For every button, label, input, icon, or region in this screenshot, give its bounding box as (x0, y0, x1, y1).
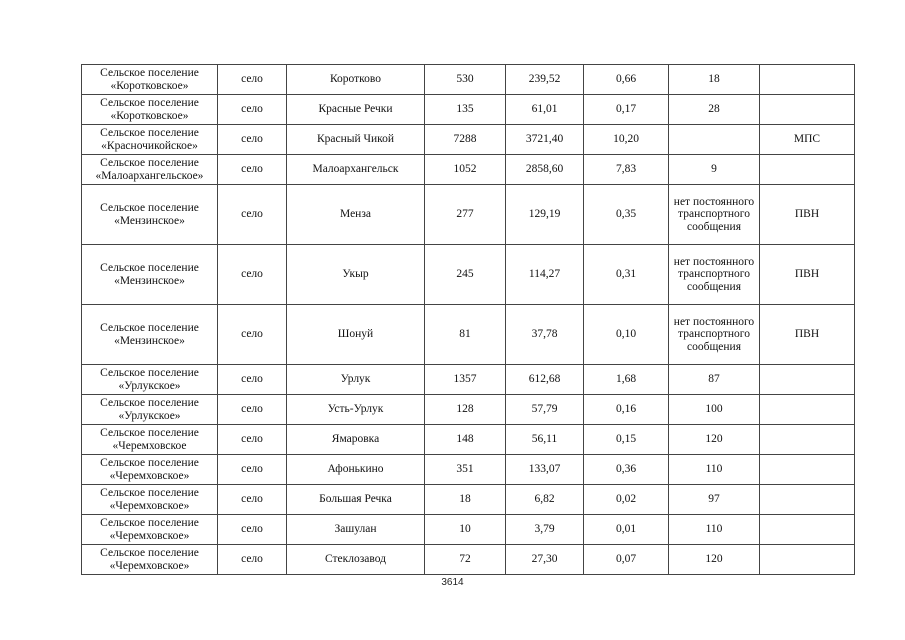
table-row (82, 245, 855, 305)
transport-cell (760, 65, 855, 95)
table-row (82, 545, 855, 575)
type-cell: село (218, 395, 287, 425)
type-cell: село (218, 155, 287, 185)
settlement-cell: Сельское поселение «Черемховское» (82, 545, 218, 575)
value-cell: 133,07 (506, 455, 584, 485)
type-cell: село (218, 455, 287, 485)
population-cell: 351 (425, 455, 506, 485)
share-cell: 10,20 (584, 125, 669, 155)
transport-cell: ПВН (760, 185, 855, 245)
settlement-cell: Сельское поселение «Черемховское» (82, 485, 218, 515)
type-cell: село (218, 65, 287, 95)
table-row (82, 515, 855, 545)
share-cell: 0,10 (584, 305, 669, 365)
population-cell: 245 (425, 245, 506, 305)
settlement-cell: Сельское поселение «Малоархангельское» (82, 155, 218, 185)
population-cell: 135 (425, 95, 506, 125)
population-cell: 81 (425, 305, 506, 365)
table-row (82, 155, 855, 185)
population-cell: 18 (425, 485, 506, 515)
transport-cell (760, 545, 855, 575)
transport-cell (760, 485, 855, 515)
population-cell: 72 (425, 545, 506, 575)
settlement-cell: Сельское поселение «Черемховское (82, 425, 218, 455)
distance-cell (669, 125, 760, 155)
type-cell: село (218, 365, 287, 395)
settlement-cell: Сельское поселение «Урлукское» (82, 395, 218, 425)
distance-cell: 18 (669, 65, 760, 95)
transport-cell (760, 155, 855, 185)
value-cell: 239,52 (506, 65, 584, 95)
value-cell: 612,68 (506, 365, 584, 395)
settlement-cell: Сельское поселение «Коротковское» (82, 95, 218, 125)
table-row (82, 485, 855, 515)
settlements-table (81, 64, 855, 575)
distance-cell: 120 (669, 545, 760, 575)
distance-cell: нет постоянного транспортного сообщения (669, 305, 760, 365)
distance-cell: 110 (669, 455, 760, 485)
population-cell: 1357 (425, 365, 506, 395)
share-cell: 1,68 (584, 365, 669, 395)
table-row (82, 65, 855, 95)
type-cell: село (218, 545, 287, 575)
population-cell: 10 (425, 515, 506, 545)
population-cell: 148 (425, 425, 506, 455)
transport-cell (760, 425, 855, 455)
value-cell: 37,78 (506, 305, 584, 365)
settlement-cell: Сельское поселение «Черемховское» (82, 455, 218, 485)
transport-cell (760, 365, 855, 395)
share-cell: 0,66 (584, 65, 669, 95)
name-cell: Коротково (287, 65, 425, 95)
type-cell: село (218, 485, 287, 515)
value-cell: 27,30 (506, 545, 584, 575)
share-cell: 7,83 (584, 155, 669, 185)
population-cell: 128 (425, 395, 506, 425)
type-cell: село (218, 305, 287, 365)
population-cell: 1052 (425, 155, 506, 185)
name-cell: Большая Речка (287, 485, 425, 515)
value-cell: 3,79 (506, 515, 584, 545)
name-cell: Зашулан (287, 515, 425, 545)
distance-cell: 28 (669, 95, 760, 125)
table-row (82, 455, 855, 485)
transport-cell: МПС (760, 125, 855, 155)
value-cell: 56,11 (506, 425, 584, 455)
name-cell: Стеклозавод (287, 545, 425, 575)
share-cell: 0,01 (584, 515, 669, 545)
table-row (82, 365, 855, 395)
name-cell: Афонькино (287, 455, 425, 485)
distance-cell: нет постоянного транспортного сообщения (669, 245, 760, 305)
settlement-cell: Сельское поселение «Мензинское» (82, 305, 218, 365)
type-cell: село (218, 95, 287, 125)
value-cell: 129,19 (506, 185, 584, 245)
transport-cell: ПВН (760, 305, 855, 365)
type-cell: село (218, 125, 287, 155)
distance-cell: 9 (669, 155, 760, 185)
share-cell: 0,17 (584, 95, 669, 125)
transport-cell (760, 515, 855, 545)
share-cell: 0,31 (584, 245, 669, 305)
value-cell: 6,82 (506, 485, 584, 515)
table-row (82, 95, 855, 125)
name-cell: Усть-Урлук (287, 395, 425, 425)
name-cell: Красные Речки (287, 95, 425, 125)
population-cell: 7288 (425, 125, 506, 155)
table-row (82, 185, 855, 245)
distance-cell: 110 (669, 515, 760, 545)
distance-cell: 97 (669, 485, 760, 515)
settlement-cell: Сельское поселение «Мензинское» (82, 245, 218, 305)
transport-cell (760, 395, 855, 425)
share-cell: 0,02 (584, 485, 669, 515)
type-cell: село (218, 245, 287, 305)
name-cell: Урлук (287, 365, 425, 395)
distance-cell: нет постоянного транспортного сообщения (669, 185, 760, 245)
transport-cell (760, 95, 855, 125)
type-cell: село (218, 425, 287, 455)
distance-cell: 100 (669, 395, 760, 425)
value-cell: 61,01 (506, 95, 584, 125)
table-row (82, 125, 855, 155)
value-cell: 114,27 (506, 245, 584, 305)
share-cell: 0,07 (584, 545, 669, 575)
value-cell: 57,79 (506, 395, 584, 425)
settlement-cell: Сельское поселение «Коротковское» (82, 65, 218, 95)
settlement-cell: Сельское поселение «Черемховское» (82, 515, 218, 545)
transport-cell: ПВН (760, 245, 855, 305)
share-cell: 0,36 (584, 455, 669, 485)
table-row (82, 425, 855, 455)
share-cell: 0,16 (584, 395, 669, 425)
name-cell: Малоархангельск (287, 155, 425, 185)
table-body (82, 65, 855, 575)
distance-cell: 87 (669, 365, 760, 395)
settlement-cell: Сельское поселение «Красночикойское» (82, 125, 218, 155)
name-cell: Красный Чикой (287, 125, 425, 155)
population-cell: 277 (425, 185, 506, 245)
value-cell: 3721,40 (506, 125, 584, 155)
type-cell: село (218, 185, 287, 245)
name-cell: Ямаровка (287, 425, 425, 455)
share-cell: 0,15 (584, 425, 669, 455)
value-cell: 2858,60 (506, 155, 584, 185)
type-cell: село (218, 515, 287, 545)
name-cell: Шонуй (287, 305, 425, 365)
name-cell: Укыр (287, 245, 425, 305)
settlement-cell: Сельское поселение «Урлукское» (82, 365, 218, 395)
transport-cell (760, 455, 855, 485)
name-cell: Менза (287, 185, 425, 245)
table-row (82, 395, 855, 425)
page-number: 3614 (441, 577, 464, 588)
settlement-cell: Сельское поселение «Мензинское» (82, 185, 218, 245)
distance-cell: 120 (669, 425, 760, 455)
population-cell: 530 (425, 65, 506, 95)
share-cell: 0,35 (584, 185, 669, 245)
table-row (82, 305, 855, 365)
